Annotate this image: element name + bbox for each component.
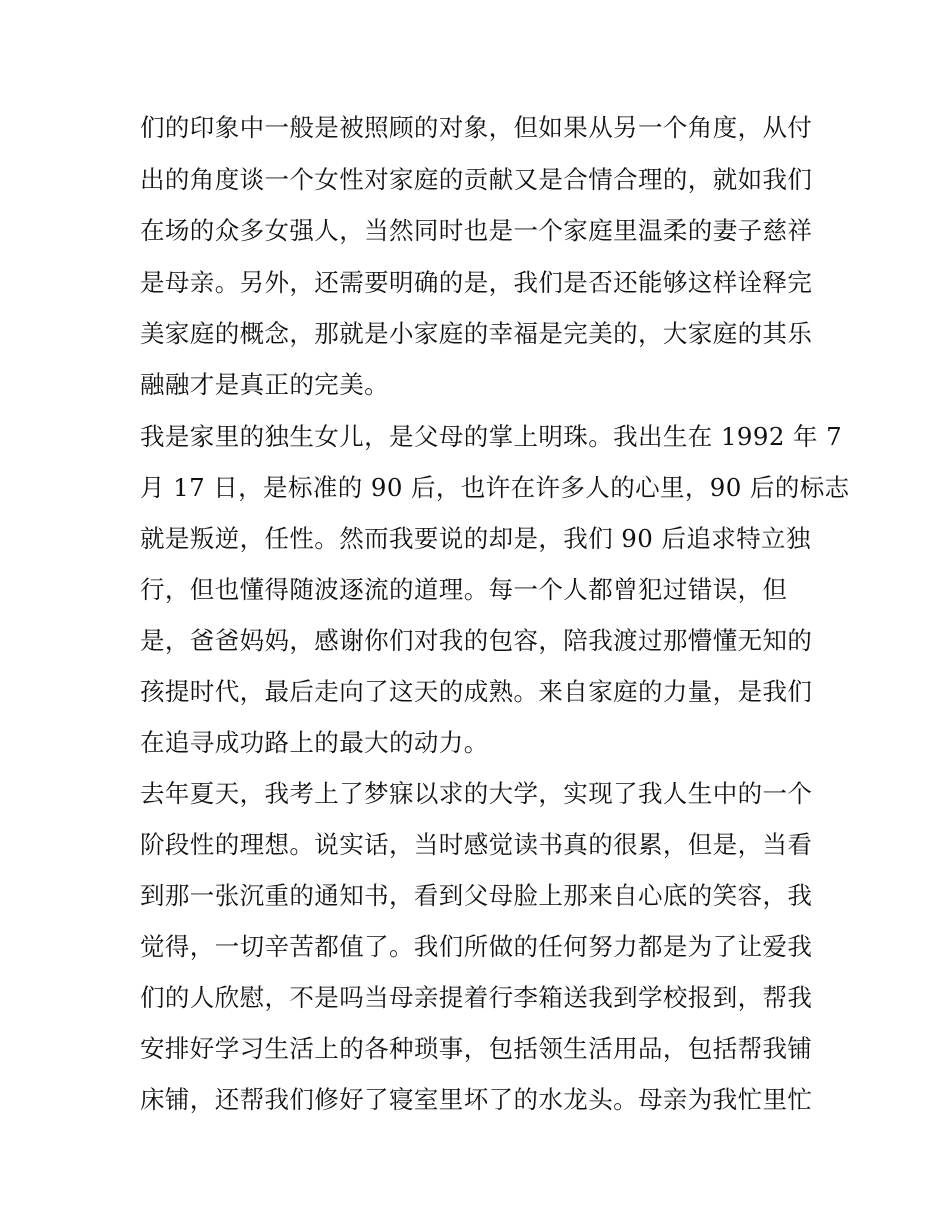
text-line: 融融才是真正的完美。 xyxy=(140,370,389,399)
text-line: 在场的众多女强人，当然同时也是一个家庭里温柔的妻子慈祥 xyxy=(140,216,813,245)
text-line: 到那一张沉重的通知书，看到父母脸上那来自心底的笑容，我 xyxy=(140,881,813,910)
text-line: 阶段性的理想。说实话，当时感觉读书真的很累，但是，当看 xyxy=(140,830,813,859)
text-line: 月 17 日，是标准的 90 后，也许在许多人的心里，90 后的标志 xyxy=(140,473,850,502)
text-line: 安排好学习生活上的各种琐事，包括领生活用品，包括帮我铺 xyxy=(140,1034,813,1063)
text-line: 美家庭的概念，那就是小家庭的幸福是完美的，大家庭的其乐 xyxy=(140,319,813,348)
text-line: 是母亲。另外，还需要明确的是，我们是否还能够这样诠释完 xyxy=(140,268,813,297)
text-line: 们的印象中一般是被照顾的对象，但如果从另一个角度，从付 xyxy=(140,113,813,142)
text-line: 就是叛逆，任性。然而我要说的却是，我们 90 后追求特立独 xyxy=(140,524,811,553)
text-line: 出的角度谈一个女性对家庭的贡献又是合情合理的，就如我们 xyxy=(140,165,813,194)
text-line: 孩提时代，最后走向了这天的成熟。来自家庭的力量，是我们 xyxy=(140,677,813,706)
text-line: 去年夏天，我考上了梦寐以求的大学，实现了我人生中的一个 xyxy=(140,779,813,808)
text-line: 是，爸爸妈妈，感谢你们对我的包容，陪我渡过那懵懂无知的 xyxy=(140,626,813,655)
text-line: 们的人欣慰，不是吗当母亲提着行李箱送我到学校报到，帮我 xyxy=(140,983,813,1012)
text-line: 床铺，还帮我们修好了寝室里坏了的水龙头。母亲为我忙里忙 xyxy=(140,1085,813,1114)
text-line: 觉得，一切辛苦都值了。我们所做的任何努力都是为了让爱我 xyxy=(140,932,813,961)
text-line: 我是家里的独生女儿，是父母的掌上明珠。我出生在 1992 年 7 xyxy=(140,422,843,451)
text-line: 在追寻成功路上的最大的动力。 xyxy=(140,728,489,757)
text-line: 行，但也懂得随波逐流的道理。每一个人都曾犯过错误，但 xyxy=(140,575,788,604)
